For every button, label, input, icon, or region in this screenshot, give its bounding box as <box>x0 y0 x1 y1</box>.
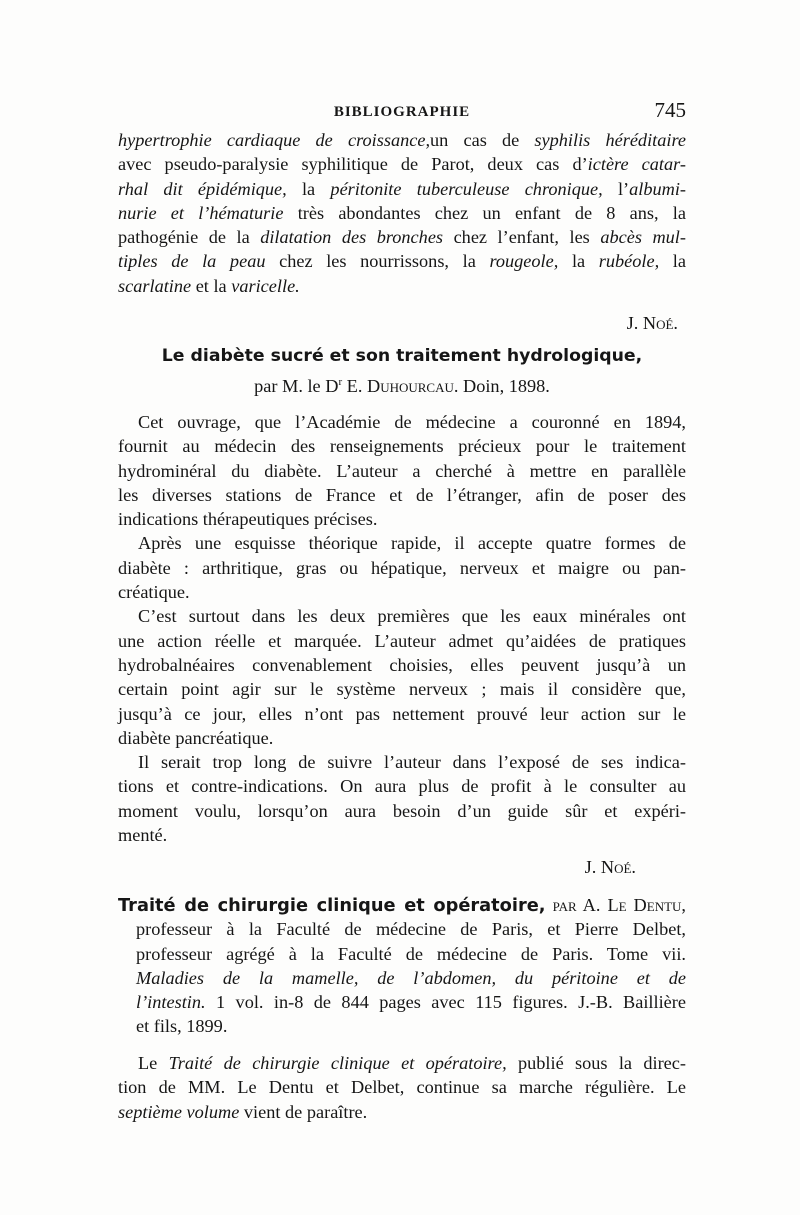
review-1-line: hypertrophie cardiaque de croissance,un cas de syphilis héréditaire <box>118 130 687 150</box>
review-3-ref-line: et fils, 1899. <box>136 1016 228 1037</box>
review-2-signature: J. Noé. <box>584 857 636 877</box>
review-2-line: créatique. <box>118 582 190 603</box>
review-3-line: Le Traité de chirurgie clinique et opératoire, publié sous la direc- <box>138 1053 686 1073</box>
review-2-byline: par M. le $D^r$ E. Duhourcau. Doin, 1898. <box>254 376 550 397</box>
running-head <box>118 98 686 128</box>
review-1-line: nurie et l’hématurie très abondantes chez un enfant de 8 ans, la <box>118 202 686 223</box>
review-2-line: hydrobalnéaires convenablement choisies, elles peuvent jusqu’à un <box>118 654 686 675</box>
review-1 <box>118 128 686 298</box>
review-2-line: diabète : arthritique, gras ou hépatique, nerveux et maigre ou pan- <box>118 557 686 578</box>
review-2-line: menté. <box>118 825 168 846</box>
review-2-line: Il serait trop long de suivre l’auteur dans l’exposé de ses indica- <box>138 752 686 773</box>
review-2-line: C’est surtout dans les deux premières que les eaux minérales ont <box>138 606 686 627</box>
page-number: 745 <box>654 98 686 122</box>
review-1-line: pathogénie de la dilatation des bronches chez l’enfant, les abcès mul- <box>118 227 686 248</box>
review-3-ref-line: professeur à la Faculté de médecine de Paris, et Pierre Delbet, <box>136 919 686 940</box>
review-1-line: scarlatine et la varicelle. <box>118 275 300 296</box>
review-3-line: septième volume vient de paraître. <box>118 1101 368 1122</box>
review-2-line: hydrominéral du diabète. L’auteur a cherché à mettre en parallèle <box>118 460 686 481</box>
review-3-ref-line: Traité de chirurgie clinique et opératoire, par A. Le Dentu, <box>118 895 686 916</box>
review-2-line: les diverses stations de France et de l’étranger, afin de poser des <box>118 484 686 505</box>
review-2-title: Le diabète sucré et son traitement hydrologique, <box>161 346 643 366</box>
review-2-line: fournit au médecin des renseignements précieux pour le traitement <box>118 436 686 457</box>
review-2-line: Cet ouvrage, que l’Académie de médecine a couronné en 1894, <box>138 412 686 432</box>
review-3-ref-line: l’intestin. 1 vol. in-8 de 844 pages avec 115 figures. J.-B. Baillière <box>136 992 686 1013</box>
review-1-line: tiples de la peau chez les nourrissons, la rougeole, la rubéole, la <box>118 251 686 272</box>
review-3-reference <box>118 893 686 1039</box>
review-3-ref-line: Maladies de la mamelle, de l’abdomen, du péritoine et de <box>136 967 686 988</box>
review-2-line: tions et contre-indications. On aura plus de profit à le consulter au <box>118 776 686 797</box>
review-2-line: certain point agir sur le système nerveux ; mais il considère que, <box>118 679 686 700</box>
review-2-line: moment voulu, lorsqu’on aura besoin d’un guide sûr et expéri- <box>118 800 686 821</box>
review-2-line: diabète pancréatique. <box>118 727 274 748</box>
review-1-signature-block <box>118 311 686 335</box>
review-2-line: Après une esquisse théorique rapide, il accepte quatre formes de <box>138 533 686 554</box>
review-3-ref-line: professeur agrégé à la Faculté de médecine de Paris. Tome vii. <box>136 943 686 964</box>
review-1-line: rhal dit épidémique, la péritonite tuberculeuse chronique, l’albumi- <box>118 178 686 199</box>
review-2-line: une action réelle et marquée. L’auteur admet qu’aidées de pratiques <box>118 630 686 651</box>
review-1-signature: J. Noé. <box>626 313 678 333</box>
review-2-signature-block <box>118 855 686 879</box>
review-1-line: avec pseudo-paralysie syphilitique de Parot, deux cas d’ictère catar- <box>118 154 686 175</box>
review-2-heading <box>118 344 686 397</box>
review-3-line: tion de MM. Le Dentu et Delbet, continue sa marche régulière. Le <box>118 1077 686 1098</box>
review-2-line: indications thérapeutiques précises. <box>118 509 378 530</box>
review-2-body <box>118 410 686 847</box>
review-3-body <box>118 1051 686 1124</box>
review-2-line: jusqu’à ce jour, elles n’ont pas nettement prouvé leur action sur le <box>118 703 686 724</box>
review-3-title: Traité de chirurgie clinique et opératoire, <box>118 895 546 916</box>
running-head-title: BIBLIOGRAPHIE <box>333 104 471 120</box>
